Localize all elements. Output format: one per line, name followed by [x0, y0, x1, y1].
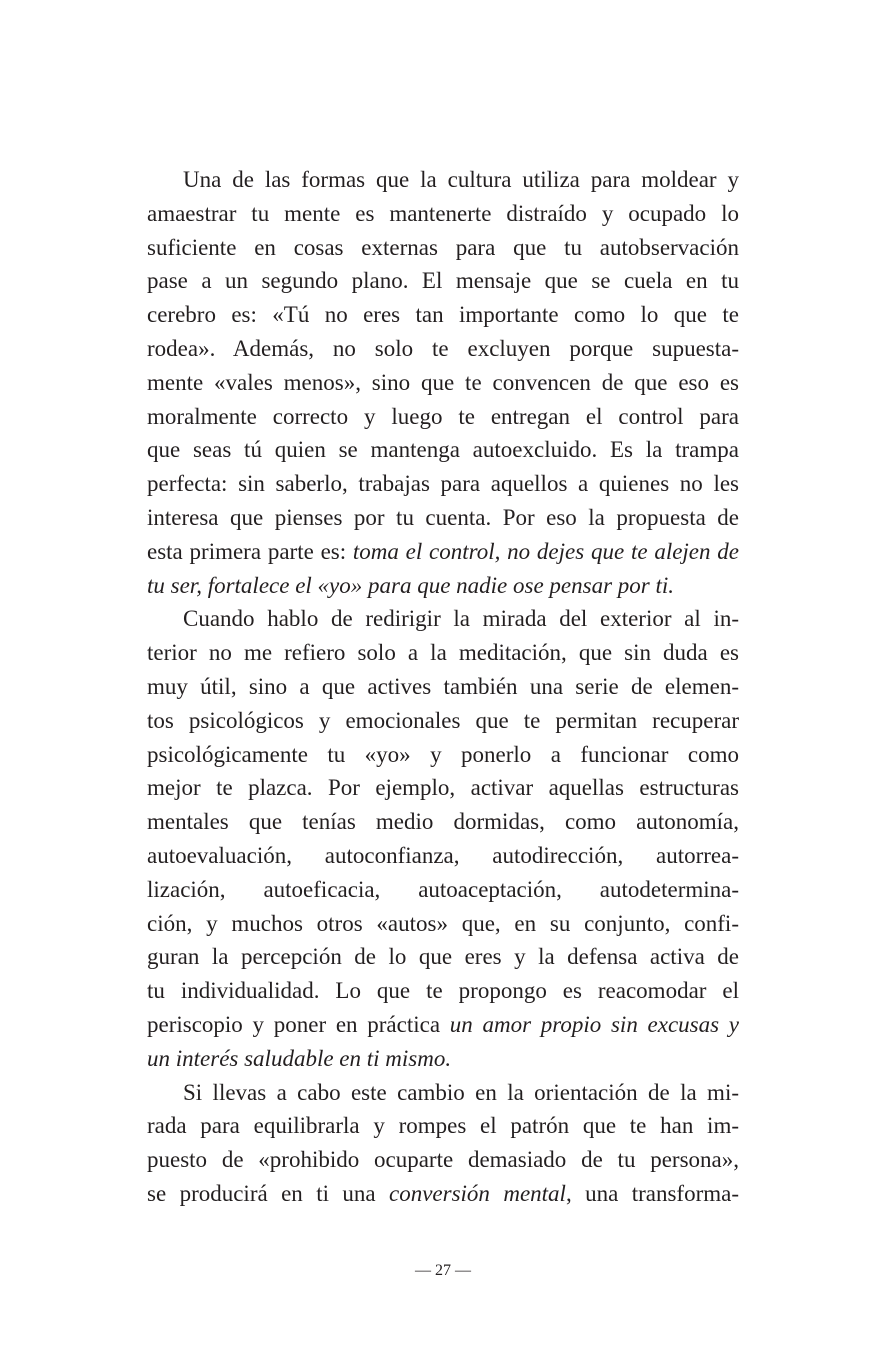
- text-line: muy útil, sino a que actives también una serie de elemen-: [147, 673, 739, 699]
- italic-segment: un interés saludable en ti mismo.: [147, 1045, 452, 1071]
- text-line: rada para equilibrarla y rompes el patrón que te han im-: [147, 1113, 739, 1139]
- text-line: puesto de «prohibido ocuparte demasiado de tu persona»,: [147, 1147, 739, 1173]
- text-line: [147, 1177, 739, 1211]
- text-segment: , una transforma-: [565, 1180, 739, 1206]
- text-line: mentales que tenías medio dormidas, como autonomía,: [147, 809, 739, 835]
- text-line: perfecta: sin saberlo, trabajas para aquellos a quienes no les: [147, 471, 739, 497]
- text-line: Si llevas a cabo este cambio en la orientación de la mi-: [183, 1079, 739, 1105]
- text-line: tu individualidad. Lo que te propongo es reacomodar el: [147, 978, 739, 1004]
- text-line: [147, 535, 739, 569]
- text-segment: periscopio y poner en práctica: [147, 1011, 450, 1037]
- text-line: interesa que pienses por tu cuenta. Por eso la propuesta de: [147, 504, 739, 530]
- text-line: [147, 1008, 739, 1042]
- text-line: ción, y muchos otros «autos» que, en su conjunto, confi-: [147, 910, 739, 936]
- italic-segment: conversión mental: [389, 1180, 566, 1206]
- text-line: [147, 569, 739, 603]
- text-line: Cuando hablo de redirigir la mirada del exterior al in-: [183, 606, 739, 632]
- text-line: mente «vales menos», sino que te convencen de que eso es: [147, 369, 739, 395]
- text-line: suficiente en cosas externas para que tu autobservación: [147, 234, 739, 260]
- text-line: lización, autoeficacia, autoaceptación, autodetermina-: [147, 876, 739, 902]
- italic-segment: tu ser, fortalece el «yo» para que nadie ose pensar por ti.: [147, 572, 675, 598]
- text-line: pase a un segundo plano. El mensaje que se cuela en tu: [147, 268, 739, 294]
- text-line: que seas tú quien se mantenga autoexcluido. Es la trampa: [147, 437, 739, 463]
- text-line: Una de las formas que la cultura utiliza para moldear y: [183, 167, 739, 192]
- text-line: autoevaluación, autoconfianza, autodirección, autorrea-: [147, 842, 739, 868]
- text-line: amaestrar tu mente es mantenerte distraído y ocupado lo: [147, 200, 739, 226]
- text-line: rodea». Además, no solo te excluyen porque supuesta-: [147, 335, 739, 361]
- body-text: [147, 163, 739, 1211]
- text-segment: esta primera parte es:: [147, 538, 353, 564]
- text-segment: se producirá en ti una: [147, 1180, 390, 1206]
- text-line: [147, 1042, 739, 1076]
- text-line: psicológicamente tu «yo» y ponerlo a funcionar como: [147, 741, 739, 767]
- text-line: moralmente correcto y luego te entregan el control para: [147, 403, 739, 429]
- text-line: cerebro es: «Tú no eres tan importante como lo que te: [147, 302, 739, 328]
- page-number: — 27 —: [415, 1262, 471, 1279]
- text-line: terior no me refiero solo a la meditación, que sin duda es: [147, 640, 739, 666]
- italic-segment: toma el control, no dejes que te alejen de: [352, 538, 739, 564]
- italic-segment: un amor propio sin excusas y: [449, 1011, 739, 1037]
- text-line: guran la percepción de lo que eres y la defensa activa de: [147, 944, 739, 970]
- text-line: tos psicológicos y emocionales que te permitan recuperar: [147, 707, 739, 733]
- text-line: mejor te plazca. Por ejemplo, activar aquellas estructuras: [147, 775, 739, 801]
